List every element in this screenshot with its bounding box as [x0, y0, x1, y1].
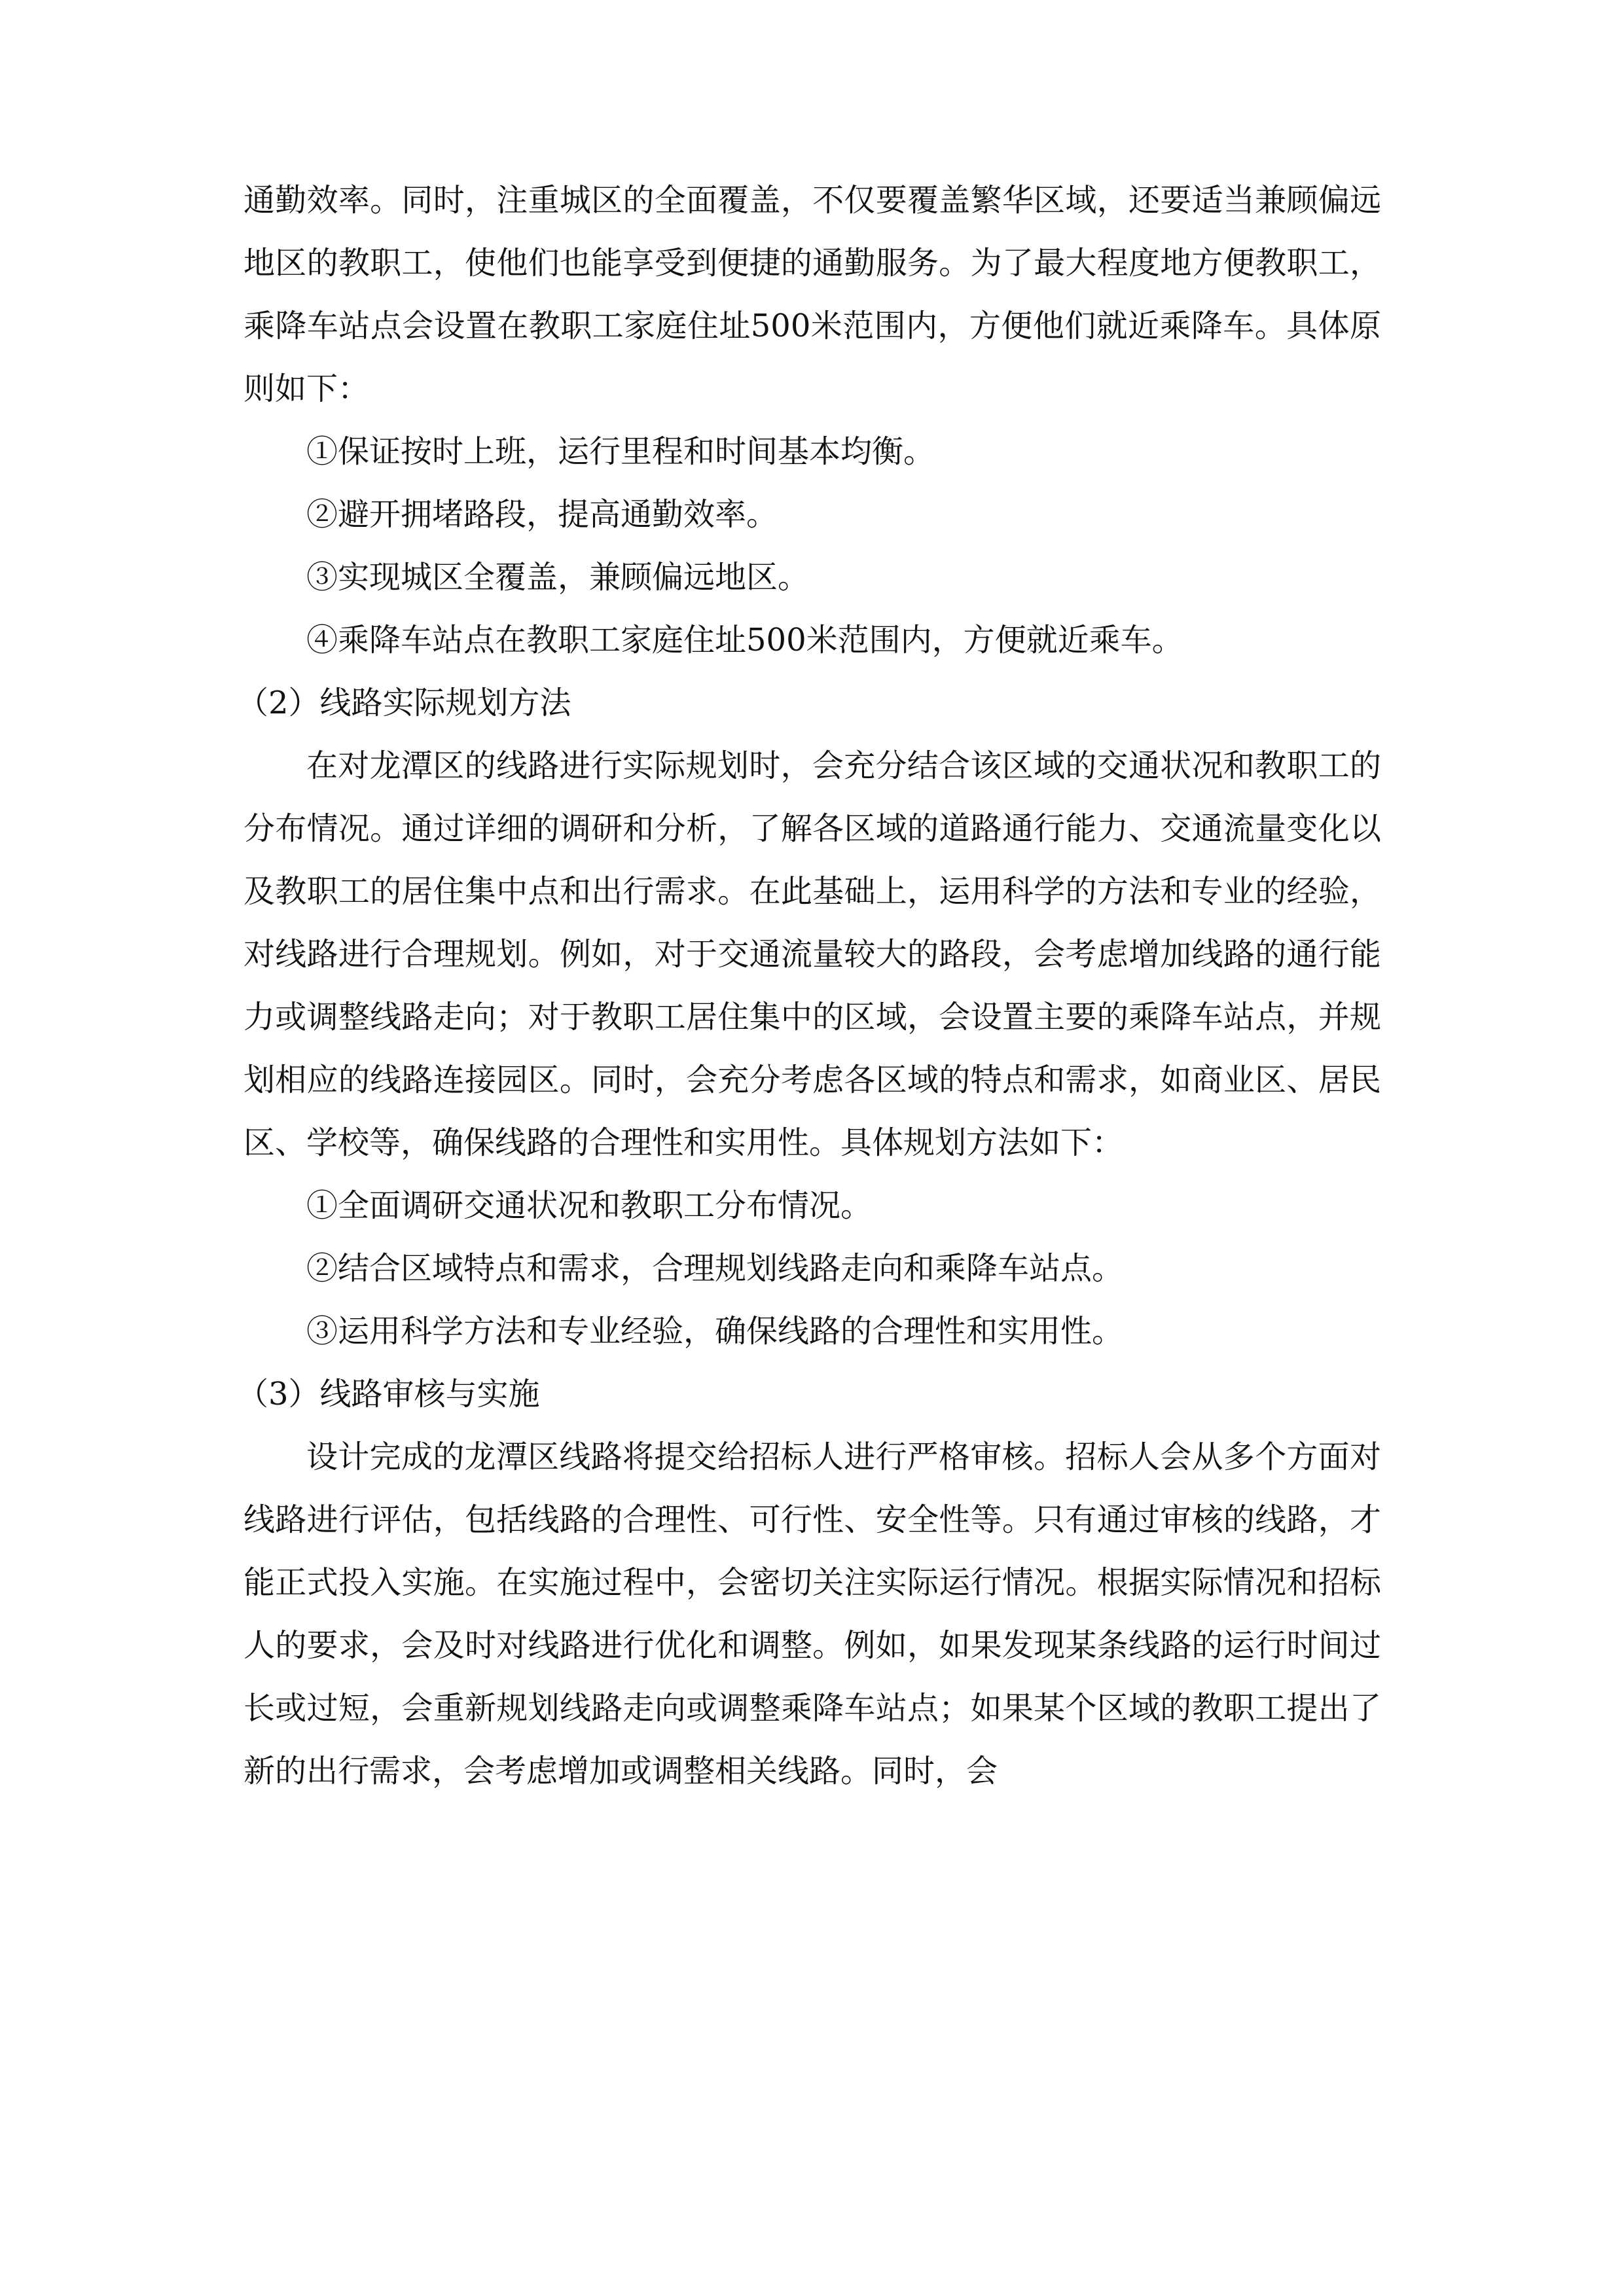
method-item-3: ③运用科学方法和专业经验，确保线路的合理性和实用性。 [306, 1313, 1124, 1350]
method-item-1: ①全面调研交通状况和教职工分布情况。 [306, 1187, 873, 1224]
review-implementation-paragraph: 设计完成的龙潭区线路将提交给招标人进行严格审核。招标人会从多个方面对线路进行评估，包括线路的合理性、可行性、安全性等。只有通过审核的线路，才能正式投入实施。在实施过程中，会密切关注实际运行情况。根据实际情况和招标人的要求，会及时对线路进行优化和调整。例如，如果发现某条线路的运行时间过长或过短，会重新规划线路走向或调整乘降车站点；如果某个区域的教职工提出了新的出行需求，会考虑增加或调整相关线路。同时，会 [244, 1439, 1381, 1789]
principle-item-1: ①保证按时上班，运行里程和时间基本均衡。 [306, 433, 935, 470]
section-heading-route-planning: （2）线路实际规划方法 [237, 685, 571, 721]
principle-item-4: ④乘降车站点在教职工家庭住址500米范围内，方便就近乘车。 [306, 622, 1183, 658]
document-body [237, 169, 1381, 1803]
principle-item-3: ③实现城区全覆盖，兼顾偏远地区。 [306, 559, 810, 596]
section-heading-review-implementation: （3）线路审核与实施 [237, 1376, 540, 1412]
continuation-paragraph: 通勤效率。同时，注重城区的全面覆盖，不仅要覆盖繁华区域，还要适当兼顾偏远地区的教职工，使他们也能享受到便捷的通勤服务。为了最大程度地方便教职工，乘降车站点会设置在教职工家庭住址500米范围内，方便他们就近乘降车。具体原则如下： [244, 182, 1381, 407]
method-item-2: ②结合区域特点和需求，合理规划线路走向和乘降车站点。 [306, 1250, 1124, 1287]
route-planning-paragraph: 在对龙潭区的线路进行实际规划时，会充分结合该区域的交通状况和教职工的分布情况。通过详细的调研和分析，了解各区域的道路通行能力、交通流量变化以及教职工的居住集中点和出行需求。在此基础上，运用科学的方法和专业的经验，对线路进行合理规划。例如，对于交通流量较大的路段，会考虑增加线路的通行能力或调整线路走向；对于教职工居住集中的区域，会设置主要的乘降车站点，并规划相应的线路连接园区。同时，会充分考虑各区域的特点和需求，如商业区、居民区、学校等，确保线路的合理性和实用性。具体规划方法如下： [244, 747, 1381, 1161]
principle-item-2: ②避开拥堵路段，提高通勤效率。 [306, 496, 778, 533]
